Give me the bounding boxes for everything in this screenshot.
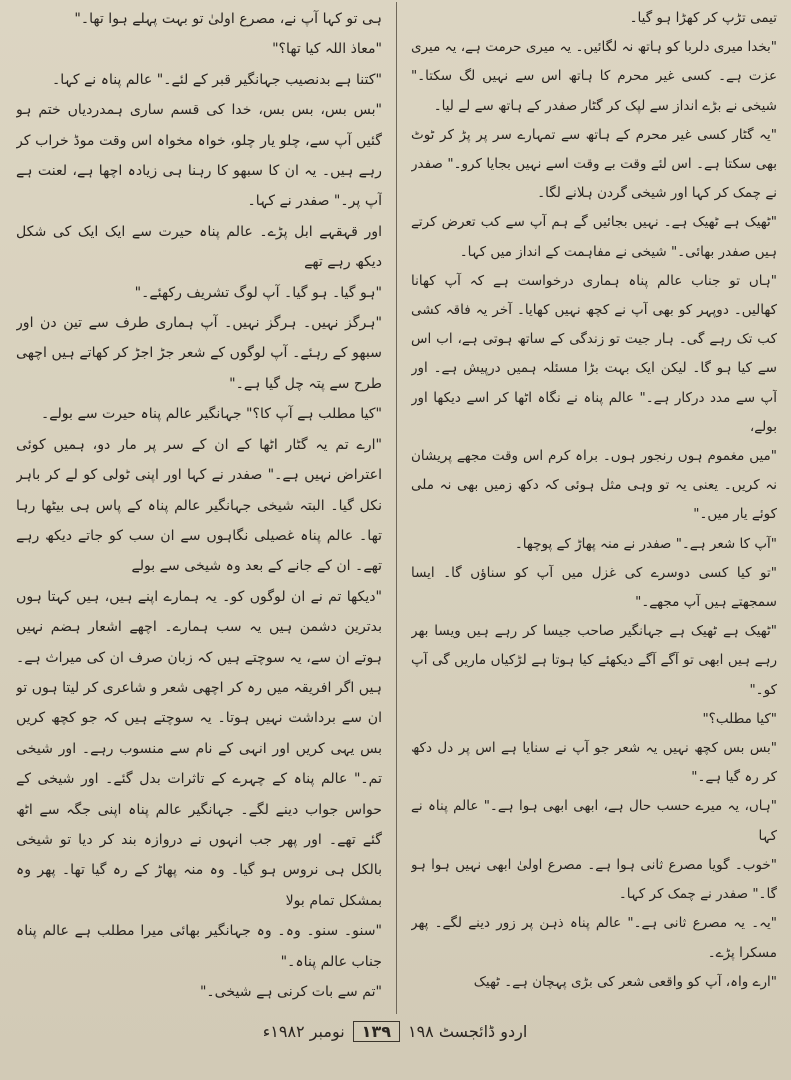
paragraph: "خوب۔ گویا مصرع ثانی ہوا ہے۔ مصرع اولیٰ ابھی نہیں ہوا ہو گا۔" صفدر نے چمک کر کہا۔: [411, 856, 777, 903]
paragraph: ہی تو کہا آپ نے، مصرع اولیٰ تو بہت پہلے ہوا تھا۔": [74, 11, 382, 27]
paragraph: "ہو گیا۔ ہو گیا۔ آپ لوگ تشریف رکھئے۔": [134, 284, 382, 301]
paragraph: "بس بس، بس بس، خدا کی قسم ساری ہمدردیاں ختم ہو گئیں آپ سے، چلو یار چلو، خواہ مخواہ اس وقت موڈ خراب کر رہے ہیں۔ یہ ان کا سبھو کا رہنا ہی زیادہ اچھا ہے، لعنت ہے آپ پر۔" صفدر نے کہا۔: [16, 102, 382, 210]
page-number: ۱۳۹: [353, 1021, 400, 1042]
paragraph: "دیکھا تم نے ان لوگوں کو۔ یہ ہمارے اپنے ہیں، ہیں کہتا ہوں بدترین دشمن ہیں یہ سب ہمارے۔ اچھے اشعار ہضم نہیں ہوتے ان سے، یہ سوچتے ہیں کہ زبان صرف ان کی میراث ہے۔ ہیں اگر افریقہ میں رہ کر اچھی شعر و شاعری کر لیتا ہوں تو ان سے برداشت نہیں ہوتا۔ یہ سوچتے ہیں کہ جو کچھ کریں بس یہی کریں اور انہی کے نام سے منسوب رہے۔ اور شیخی تم۔" عالم پناہ کے چہرے کے تاثرات بدل گئے۔ اور شیخی کے حواس جواب دینے لگے۔ جہانگیر عالم پناہ اپنی جگہ سے اٹھ گئے تھے۔ اور پھر جب انہوں نے دروازہ بند کر دیا تو شیخی بالکل ہی نروس ہو گیا۔ وہ منہ پھاڑ کے رہ گیا تھا۔ پھر وہ بمشکل تمام بولا: [16, 588, 382, 909]
paragraph: "ٹھیک ہے ٹھیک ہے جہانگیر صاحب جیسا کر رہے ہیں ویسا بھر رہے ہیں ابھی تو آگے آگے دیکھئے کیا ہوتا ہے لڑکیاں ماریں گی آپ کو۔": [411, 623, 777, 698]
paragraph: "کیا مطلب ہے آپ کا؟" جہانگیر عالم پناہ حیرت سے بولے۔: [40, 406, 382, 423]
paragraph: تیمی تڑپ کر کھڑا ہو گیا۔: [629, 10, 777, 26]
paragraph: "تم سے بات کرنی ہے شیخی۔": [199, 984, 382, 1000]
paragraph: "بس بس کچھ نہیں یہ شعر جو آپ نے سنایا ہے اس پر دل دکھ کر رہ گیا ہے۔": [411, 740, 777, 786]
paragraph: "ارے تم یہ گٹار اٹھا کے ان کے سر پر مار دو، ہمیں کوئی اعتراض نہیں ہے۔" صفدر نے کہا اور اپنی ٹولی کو لے کر باہر نکل گیا۔ البتہ شیخی جہانگیر عالم پناہ کے پاس ہی بیٹھا رہا تھا۔ عالم پناہ غصیلی نگاہوں سے ان سب کو جاتے دیکھ رہے تھے۔ ان کے جانے کے بعد وہ شیخی سے بولے: [16, 436, 382, 575]
paragraph: "سنو۔ سنو۔ وہ۔ وہ جہانگیر بھائی میرا مطلب ہے عالم پناہ جناب عالم پناہ۔": [16, 923, 382, 970]
left-column: [16, 4, 382, 1014]
paragraph: "میں مغموم ہوں رنجور ہوں۔ براہ کرم اس وقت مجھے پریشان نہ کریں۔ یعنی یہ تو وہی مثل ہوئی کہ دکھ زمیں بھی نہ ملی کوئے یار میں۔": [411, 448, 777, 523]
issue-date: نومبر ۱۹۸۲ء: [262, 1021, 345, 1041]
paragraph: "کیا مطلب؟": [702, 710, 777, 727]
paragraph: "ہاں، یہ میرے حسب حال ہے، ابھی ابھی ہوا ہے۔" عالم پناہ نے کہا: [411, 798, 777, 844]
paragraph: "معاذ اللہ کیا تھا؟": [272, 41, 382, 58]
right-column: [411, 4, 777, 1014]
paragraph: "ہرگز نہیں۔ ہرگز نہیں۔ آپ ہماری طرف سے تین دن اور سبھو کے رہئے۔ آپ لوگوں کے شعر جڑ اجڑ کر کھاتے ہیں اچھی طرح سے پتہ چل گیا ہے۔": [16, 315, 382, 392]
paragraph: "ٹھیک ہے ٹھیک ہے۔ نہیں بجائیں گے ہم آپ سے کب تعرض کرتے ہیں صفدر بھائی۔" شیخی نے مفاہمت کے انداز میں کہا۔: [411, 214, 777, 260]
paragraph: "یہ۔ یہ مصرع ثانی ہے۔" عالم پناہ ذہن پر زور دینے لگے۔ پھر مسکرا پڑے۔: [411, 915, 777, 961]
page-footer: [260, 1014, 530, 1048]
paragraph: "یہ گٹار کسی غیر محرم کے ہاتھ سے تمہارے سر پر پڑ کر ٹوٹ بھی سکتا ہے۔ اس لئے وقت بے وقت اسے نہیں بجایا کرو۔" صفدر نے چمک کر کہا اور شیخی گردن ہلانے لگا۔: [411, 126, 777, 202]
column-divider: [396, 2, 397, 1014]
paragraph: "ہاں تو جناب عالم پناہ ہماری درخواست ہے کہ آپ کھانا کھالیں۔ دوپہر کو بھی آپ نے کچھ نہیں کھایا۔ آخر یہ فاقہ کشی کب تک رہے گی۔ ہار جیت تو زندگی کے ساتھ ہوتی ہے، اب اس سے کیا ہو گا۔ لیکن ایک بہت بڑا مسئلہ ہمیں درپیش ہے۔ اور آپ سے مدد درکار ہے۔" عالم پناہ نے نگاہ اٹھا کر اسے دیکھا اور بولے،: [411, 272, 777, 435]
publication-name: اردو ڈائجسٹ ۱۹۸: [407, 1021, 528, 1041]
paragraph: "آپ کا شعر ہے۔" صفدر نے منہ پھاڑ کے پوچھا۔: [514, 535, 777, 552]
paragraph: "بخدا میری دلربا کو ہاتھ نہ لگائیں۔ یہ میری حرمت ہے، یہ میری عزت ہے۔ کسی غیر محرم کا ہاتھ اس سے نہیں لگ سکتا۔" شیخی نے بڑے انداز سے لپک کر گٹار صفدر کے ہاتھ سے لے لیا۔: [411, 39, 777, 114]
paragraph: "ارے واہ، آپ کو واقعی شعر کی بڑی پہچان ہے۔ ٹھیک: [473, 973, 777, 990]
paragraph: "کتنا ہے بدنصیب جہانگیر قبر کے لئے۔" عالم پناہ نے کہا۔: [52, 71, 382, 88]
paragraph: اور قہقہے ابل پڑے۔ عالم پناہ حیرت سے ایک ایک کی شکل دیکھ رہے تھے: [16, 223, 382, 271]
paragraph: "تو کیا کسی دوسرے کی غزل میں آپ کو سناؤں گا۔ ایسا سمجھتے ہیں آپ مجھے۔": [411, 564, 777, 611]
